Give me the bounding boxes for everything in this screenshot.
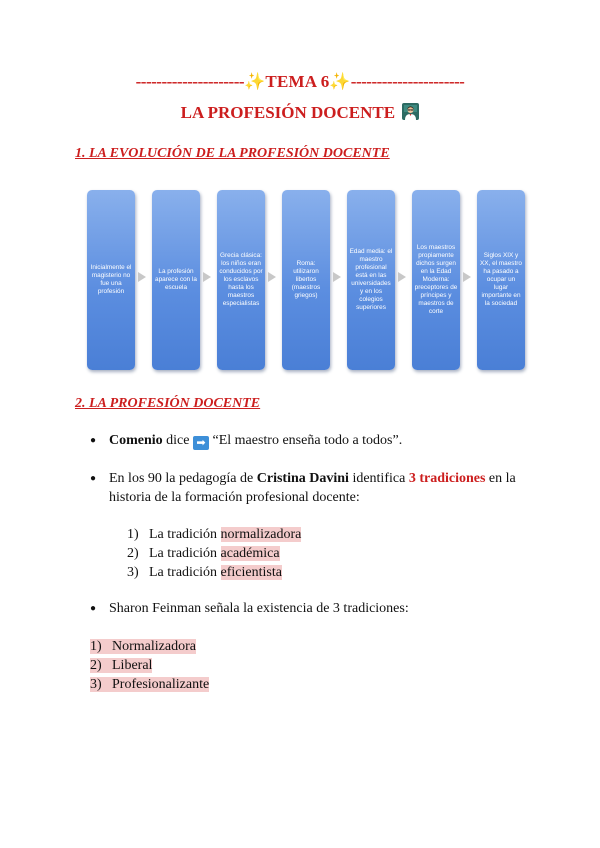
davini-author: Cristina Davini: [256, 471, 349, 486]
highlighted-tradition: 3) Profesionalizante: [90, 677, 210, 692]
highlighted-tradition: 2) Liberal: [90, 658, 153, 673]
davini-paragraph-line2: historia de la formación profesional docente:: [109, 490, 360, 505]
comenio-paragraph: Comenio dice ➡ “El maestro enseña todo a todos”.: [109, 433, 403, 449]
section-heading-profesion: 2. LA PROFESIÓN DOCENTE: [75, 396, 261, 411]
process-step: Edad media: el maestro profesional está en las universidades y en los colegios superiores: [347, 190, 395, 370]
arrow-right-icon: ➡: [193, 436, 209, 450]
process-step: La profesión aparece con la escuela: [152, 190, 200, 370]
title-dashes-right: ----------------------: [350, 72, 465, 91]
process-step: Roma: utilizaron libertos (maestros griegos): [282, 190, 330, 370]
arrow-right-icon: [398, 272, 406, 282]
list-item: [90, 674, 209, 695]
process-step: Inicialmente el magisterio no fue una profesión: [87, 190, 135, 370]
title-dashes-left: ---------------------: [135, 72, 245, 91]
bullet-icon: ●: [90, 473, 97, 484]
arrow-right-icon: [203, 272, 211, 282]
process-step: Grecia clásica: los niños eran conducidos por los esclavos hasta los maestros especialistas: [217, 190, 265, 370]
feinman-paragraph: Sharon Feinman señala la existencia de 3 tradiciones:: [109, 601, 409, 616]
title-text: TEMA 6: [265, 72, 330, 91]
list-item: [90, 655, 152, 676]
section-heading-evolution: 1. LA EVOLUCIÓN DE LA PROFESIÓN DOCENTE: [75, 146, 390, 161]
list-item: [90, 636, 196, 657]
bullet-icon: ●: [90, 603, 97, 614]
list-item: 2) La tradición académica: [127, 546, 280, 561]
tradition-count: 3 tradiciones: [408, 471, 486, 486]
arrow-right-icon: [138, 272, 146, 282]
davini-paragraph-line1: En los 90 la pedagogía de Cristina Davini identifica 3 tradiciones en la: [109, 471, 516, 486]
list-item: 1) La tradición normalizadora: [127, 527, 302, 542]
list-item: 3) La tradición eficientista: [127, 565, 282, 580]
highlighted-tradition: normalizadora: [220, 527, 302, 542]
comenio-name: Comenio: [109, 433, 163, 448]
highlighted-tradition: académica: [220, 546, 280, 561]
highlighted-tradition: 1) Normalizadora: [90, 639, 196, 654]
arrow-right-icon: [333, 272, 341, 282]
process-step: Siglos XIX y XX, el maestro ha pasado a ocupar un lugar importante en la sociedad: [477, 190, 525, 370]
highlighted-tradition: eficientista: [220, 565, 282, 580]
sparkles-icon: ✨: [244, 72, 266, 91]
arrow-right-icon: [463, 272, 471, 282]
process-step: Los maestros propiamente dichos surgen en la Edad Moderna: preceptores de príncipes y maestros de corte: [412, 190, 460, 370]
arrow-right-icon: [268, 272, 276, 282]
subtitle-text: LA PROFESIÓN DOCENTE: [180, 103, 396, 122]
bullet-icon: ●: [90, 435, 97, 446]
sparkles-icon: ✨: [329, 72, 351, 91]
